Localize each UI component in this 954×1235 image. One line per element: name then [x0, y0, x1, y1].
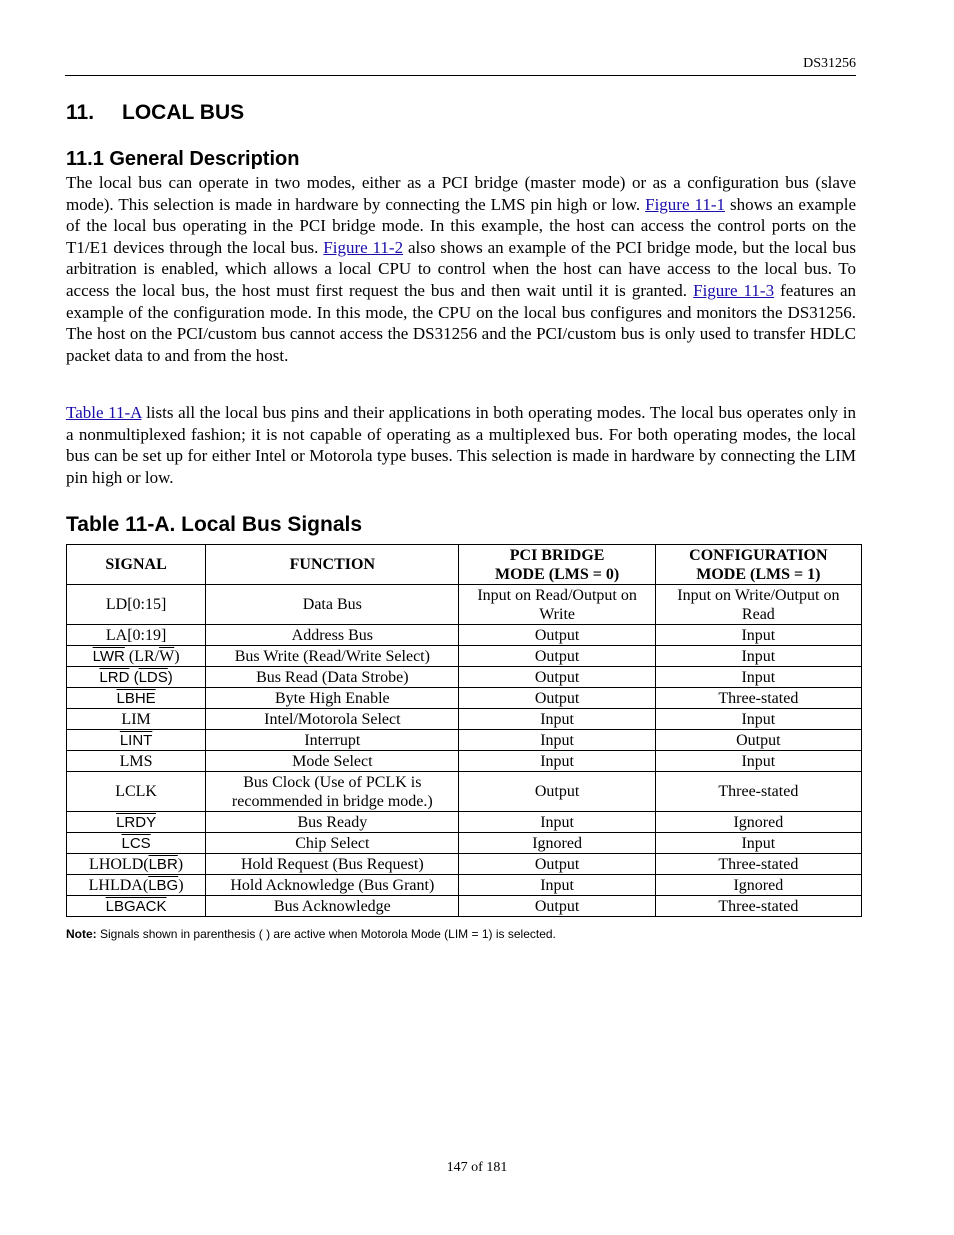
signal-part: )	[178, 876, 184, 894]
cell-config-mode: Three-stated	[655, 896, 861, 917]
header-signal: SIGNAL	[67, 545, 206, 585]
cell-pci-mode	[459, 585, 655, 625]
cell-pci-mode: Output	[459, 688, 655, 709]
table-header-row	[67, 545, 862, 585]
table-title: Table 11-A. Local Bus Signals	[66, 513, 363, 536]
signal-active-low: $\overline{LBG}$	[148, 876, 179, 894]
signal-active-low: LRDY	[116, 813, 157, 831]
signal-part: )	[167, 668, 173, 686]
cell-signal	[67, 854, 206, 875]
table-row	[67, 730, 862, 751]
table-row	[67, 751, 862, 772]
para1-text-3: also shows an example of the PCI bridge mode, but the local bus arbitration is enabled, which allows a local CPU to control when the host can have access to the local bus. To access the local bus, the host must first request the bus and then wait until it is granted.	[66, 237, 856, 300]
cell-pci-mode: Input	[459, 730, 655, 751]
cell-config-mode: Input	[655, 667, 861, 688]
cell-config-mode: Input	[655, 709, 861, 730]
cell-signal: LA[0:19]	[67, 625, 206, 646]
cell-function: Bus Write (Read/Write Select)	[206, 646, 459, 667]
section-number: 11.	[66, 101, 95, 124]
cell-signal	[67, 833, 206, 854]
link-figure-11-2[interactable]: Figure 11-2	[323, 237, 404, 257]
para1-text-2: shows an example of the local bus operating in the PCI bridge mode. In this example, the host can access the control ports on the T1/E1 devices through the local bus.	[66, 194, 857, 257]
table-row	[67, 854, 862, 875]
para2-text-1: lists all the local bus pins and their applications in both operating modes. The local bus operates only in a nonmultiplexed fashion; it is not capable of operating as a multiplexed bus. For both operating modes, the local bus can be set up for either Intel or Motorola type buses. This selection is made in hardware by connecting the LIM pin high or low.	[66, 403, 856, 487]
header-pci-line-1: PCI BRIDGE	[509, 546, 605, 564]
cell-function: Address Bus	[206, 625, 459, 646]
cell-config-mode: Input	[655, 833, 861, 854]
cell-function: Data Bus	[206, 585, 459, 625]
link-figure-11-1[interactable]: Figure 11-1	[645, 194, 725, 214]
table-row	[67, 709, 862, 730]
table-row	[67, 812, 862, 833]
cell-function: Bus Acknowledge	[206, 896, 459, 917]
paragraph-table-intro	[66, 402, 856, 488]
para1-text-4: features an example of the configuration mode. In this mode, the CPU on the local bus configures and monitors the DS31256. The host on the PCI/custom bus cannot access the DS31256 and the PCI/custom bus is only used to transfer HDLC packet data to and from the host.	[66, 280, 857, 365]
cell-pci-mode: Output	[459, 667, 655, 688]
cell-config-mode: Three-stated	[655, 854, 861, 875]
cell-config-mode: Output	[655, 730, 861, 751]
header-cfg-line-1: CONFIGURATION	[689, 546, 828, 564]
header-pci-bridge-mode	[459, 545, 655, 585]
cell-signal	[67, 688, 206, 709]
cell-pci-mode: Ignored	[459, 833, 655, 854]
cell-signal	[67, 896, 206, 917]
signal-part: )	[174, 647, 180, 665]
cell-config-mode: Ignored	[655, 812, 861, 833]
cell-function: Interrupt	[206, 730, 459, 751]
cell-pci-line-1: Input on Read/Output on	[477, 586, 637, 604]
cell-function: Intel/Motorola Select	[206, 709, 459, 730]
header-pci-line-2: MODE (LMS = 0)	[494, 565, 620, 583]
signal-active-low: $\overline{LWR}$	[92, 647, 125, 665]
cell-signal: LIM	[67, 709, 206, 730]
table-row	[67, 585, 862, 625]
signal-part: LHLDA(	[88, 876, 149, 894]
cell-pci-line-2: Write	[539, 605, 575, 623]
signal-active-low: LINT	[119, 731, 153, 749]
cell-pci-mode: Input	[459, 875, 655, 896]
subsection-heading: 11.1 General Description	[66, 148, 300, 170]
cell-signal	[67, 646, 206, 667]
cell-function: Mode Select	[206, 751, 459, 772]
cell-function-line-1: Bus Clock (Use of PCLK is	[243, 773, 422, 791]
table-row	[67, 833, 862, 854]
cell-pci-mode: Output	[459, 772, 655, 812]
header-function: FUNCTION	[206, 545, 459, 585]
signal-active-low: $\overline{LDS}$	[138, 668, 168, 686]
header-cfg-line-2: MODE (LMS = 1)	[696, 565, 821, 583]
cell-function: Chip Select	[206, 833, 459, 854]
signal-active-low: $\overline{W}$	[159, 647, 175, 665]
signal-part: LHOLD(	[89, 855, 149, 873]
signal-part: (LR/	[124, 647, 160, 665]
page-number: 147 of 181	[446, 1160, 508, 1175]
section-title: LOCAL BUS	[122, 101, 245, 124]
cell-pci-mode: Input	[459, 709, 655, 730]
header-configuration-mode	[655, 545, 861, 585]
cell-signal: LCLK	[67, 772, 206, 812]
header-rule	[65, 75, 856, 76]
link-table-11-a[interactable]: Table 11-A	[66, 403, 142, 422]
cell-config-mode: Ignored	[655, 875, 861, 896]
table-row	[67, 875, 862, 896]
section-heading	[66, 101, 244, 125]
signal-active-low: $\overline{LRD}$	[99, 668, 130, 686]
cell-function: Hold Acknowledge (Bus Grant)	[206, 875, 459, 896]
cell-config-mode	[655, 585, 861, 625]
cell-pci-mode: Input	[459, 812, 655, 833]
table-row	[67, 667, 862, 688]
cell-signal	[67, 730, 206, 751]
cell-signal: LMS	[67, 751, 206, 772]
cell-pci-mode: Output	[459, 854, 655, 875]
para1-text-1: The local bus can operate in two modes, either as a PCI bridge (master mode) or as a configuration bus (slave mode). This selection is made in hardware by connecting the LMS pin high or low.	[66, 173, 856, 214]
cell-pci-mode: Output	[459, 646, 655, 667]
cell-function: Bus Ready	[206, 812, 459, 833]
cell-function-line-2: recommended in bridge mode.)	[231, 792, 433, 810]
local-bus-signals-table	[66, 544, 862, 917]
cell-function: Bus Read (Data Strobe)	[206, 667, 459, 688]
cell-config-mode: Three-stated	[655, 772, 861, 812]
link-figure-11-3[interactable]: Figure 11-3	[693, 280, 775, 300]
signal-part: )	[177, 855, 184, 873]
paragraph-general-description	[66, 172, 856, 366]
cell-function: Byte High Enable	[206, 688, 459, 709]
signal-active-low: LBHE	[116, 689, 156, 707]
note-text: Signals shown in parenthesis ( ) are active when Motorola Mode (LIM = 1) is selected.	[96, 927, 556, 941]
signal-active-low: $\overline{LBR}$	[148, 855, 178, 873]
cell-signal: LD[0:15]	[67, 585, 206, 625]
note-label: Note:	[66, 927, 97, 941]
cell-signal	[67, 875, 206, 896]
cell-config-mode: Input	[655, 646, 861, 667]
table-row	[67, 625, 862, 646]
cell-function: Hold Request (Bus Request)	[206, 854, 459, 875]
table-row	[67, 688, 862, 709]
table-row	[67, 896, 862, 917]
table-row	[67, 646, 862, 667]
cell-cfg-line-2: Read	[741, 605, 775, 623]
cell-config-mode: Input	[655, 625, 861, 646]
table-row	[67, 772, 862, 812]
signal-active-low: $\overline{LCS}$	[121, 834, 151, 852]
cell-config-mode: Three-stated	[655, 688, 861, 709]
cell-pci-mode: Output	[459, 896, 655, 917]
cell-signal	[67, 812, 206, 833]
cell-pci-mode: Input	[459, 751, 655, 772]
cell-pci-mode: Output	[459, 625, 655, 646]
cell-config-mode: Input	[655, 751, 861, 772]
cell-signal	[67, 667, 206, 688]
cell-function	[206, 772, 459, 812]
cell-cfg-line-1: Input on Write/Output on	[677, 586, 840, 604]
document-id: DS31256	[803, 56, 856, 71]
signal-part: (	[129, 668, 139, 686]
table-note	[66, 927, 556, 941]
signal-active-low: LBGACK	[105, 897, 167, 915]
